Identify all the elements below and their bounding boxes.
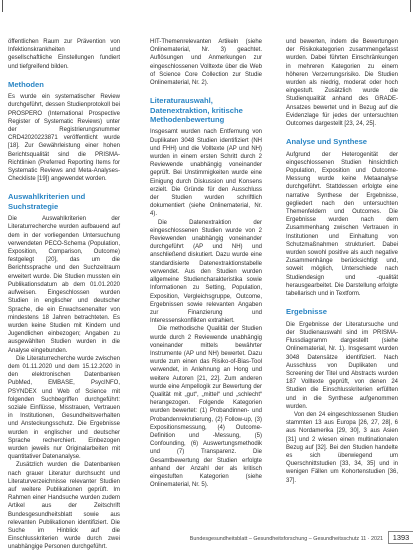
paragraph: öffentlichen Raum zur Prävention von Infektionskrankheiten und gesellschaftliche Einstellungen fundiert und tiefgreifend bilden. [8, 39, 120, 70]
paragraph: Die Auswahlkriterien der Literaturrecherche wurden aufbauend auf dem in der vorliegenden Untersuchung verwendeten PECO-Schema (Population, Exposition, Comparison, Outcome) festgelegt [20], das um die Berichtssprache und den Suchzeitraum erweitert wurde. Die Studien mussten ein Publikationsdatum ab dem 01.01.2020 aufweisen. Eingeschlossen wurden Studien in englischer und deutscher Sprache, die ein Erwachsenenalter von mindestens 18 Jahren betrachteten. Es wurden keine Studien mit Kindern und Jugendlichen einbezogen; Angaben zu ausgewählten Studien wurden in die Analyse eingebunden. [8, 216, 120, 354]
paragraph: Zusätzlich wurden die Datenbanken nach grauer Literatur durchsucht und Literaturverzeichnisse relevanter Studien auf weitere Publikationen geprüft. Im Rahmen einer Handsuche wurden zudem Artikel aus der Zeitschrift Bundesgesundheitsblatt sowie aus relevanten Publikationen identifiziert. Die Suche im Hinblick auf die Einschlusskriterien wurde durch zwei unabhängige Personen durchgeführt. [8, 462, 120, 551]
paragraph: HIT-Themenrelevanten Artikeln (siehe Onlinematerial, Nr. 3) geachtet. Auflösungen und Anmerkungen zur eingeschlossenen Volltexte über die Web of Science Core Collection zur Studie Onlinematerial, Nr. 2). [150, 39, 262, 87]
column-2 [150, 38, 262, 525]
crop-mark-right [410, 0, 411, 12]
page-footer [0, 525, 413, 550]
paragraph: Aufgrund der Heterogenität der eingeschlossenen Studien hinsichtlich Population, Exposition und Outcome-Messung wurde keine Metaanalyse durchgeführt. Stattdessen erfolgte eine narrative Synthese der Ergebnisse, gegliedert nach den untersuchten Themenfeldern und Outcomes. Die Ergebnisse wurden nach dem Zusammenhang zwischen Vertrauen in Institutionen und Einhaltung von Schutzmaßnahmen strukturiert. Dabei wurden sowohl positive als auch negative Zusammenhänge berücksichtigt und, soweit möglich, Unterschiede nach Studiendesign und -qualität herausgearbeitet. Die Darstellung erfolgte tabellarisch und in Textform. [286, 151, 398, 298]
paragraph: Von den 24 eingeschlossenen Studien stammten 13 aus Europa [26, 27, 28], 6 aus Nordamerika [29, 30], 3 aus Asien [31] und 2 wiesen einen multinationalen Bezug auf [32]. Bei den Studien handelte es sich überwiegend um Querschnittstudien [33, 34, 35] und in wenigen Fällen um Kohortenstudien [36, 37]. [286, 411, 398, 484]
page-number: 1393 [388, 531, 413, 544]
journal-citation: Bundesgesundheitsblatt – Gesundheitsforschung – Gesundheitsschutz 11 · 2021 [189, 536, 383, 542]
column-3 [286, 38, 398, 525]
section-heading-selection-criteria: Auswahlkriterien und Suchstrategie [8, 192, 86, 211]
section-heading-literature-selection: Literaturauswahl, Datenextraktion, kritische Methodenbewertung [150, 96, 243, 125]
section-heading-results: Ergebnisse [286, 307, 327, 317]
section-heading-analysis: Analyse und Synthese [286, 137, 368, 147]
paragraph: Die Datenextraktion der eingeschlossenen Studien wurde von 2 Reviewenden unabhängig voneinander durchgeführt (AP und NH) und anschließend diskutiert. Dazu wurde eine standardisierte Datenextraktionstabelle verwendet. Aus den Studien wurden allgemeine Studiencharakteristika sowie Informationen zu Setting, Population, Exposition, Vergleichsgruppe, Outcome, Ergebnissen sowie relevanten Angaben zur Finanzierung und Interessenskonflikten extrahiert. [150, 219, 262, 325]
paragraph: Die Literaturrecherche wurde zwischen dem 01.11.2020 und dem 15.12.2020 in den elektronischen Datenbanken PubMed, EMBASE, PsycINFO, PSYNDEX und Web of Science mit folgenden Suchbegriffen durchgeführt: soziale Einflüsse, Misstrauen, Vertrauen in Institutionen, Gesundheitsverhalten und Ansteckungsschutz. Die Ergebnisse wurden in englischer und deutscher Sprache recherchiert. Einbezogen wurden jeweils nur Originalarbeiten mit quantitativer Datenanalyse. [8, 355, 120, 461]
crop-mark-left [2, 0, 3, 12]
paragraph: Die methodische Qualität der Studien wurde durch 2 Reviewende unabhängig voneinander mittels bewährter Instrumente (AP und NH) bewertet. Dazu wurde zum einen das Risiko-of-Bias-Tool verwendet, in Anlehnung an Hong und weitere Autoren [21, 22]. Zum anderen wurde eine Ampellogik zur Bewertung der Qualität mit „gut“, „mittel“ und „schlecht“ herangezogen. Folgende Kategorien wurden bewertet: (1) Probandinnen- und Probandenrekrutierung, (2) Follow-up, (3) Expositionsmessung, (4) Outcome-Definition und -Messung, (5) Confounding, (6) Auswertungsmethodik und (7) Transparenz. Die Gesamtbewertung der Studien erfolgte anhand der Anzahl der als kritisch eingestuften Kategorien (siehe Onlinematerial, Nr. 5). [150, 326, 262, 489]
paragraph: und bewerten, indem die Bewertungen der Risikokategorien zusammengefasst wurden. Dabei führten Einschränkungen in mehreren Kategorien zu einem höheren Verzerrungsrisiko. Die Studien wurden als niedrig, moderat oder hoch eingestuft. Zusätzlich wurde die Studienqualität anhand des GRADE-Ansatzes bewertet und in Bezug auf die Evidenzlage für jedes der untersuchten Outcomes dargestellt [23, 24, 25]. [286, 39, 398, 128]
column-1 [8, 38, 120, 551]
paragraph: Es wurde ein systematischer Review durchgeführt, dessen Studienprotokoll bei PROSPERO (International Prospective Register of Systematic Reviews) unter der Registrierungsnummer CRD42020223871 veröffentlicht wurde [18]. Zur Gewährleistung einer hohen Berichtsqualität sind die PRISMA-Richtlinien (Preferred Reporting Items for Systematic Reviews and Meta-Analyses-Checkliste [19]) angewendet worden. [8, 94, 120, 183]
section-heading-methods: Methoden [8, 79, 44, 89]
paragraph: Insgesamt wurden nach Entfernung von Duplikaten 3048 Studien identifiziert (NH und FHH) und die Volltexte (AP und NH) wurden in einem ersten Schritt durch 2 Reviewende unabhängig voneinander geprüft. Bei Unstimmigkeiten wurde eine Einigung durch Diskussion und Konsens erzielt. Die Gründe für den Ausschluss der Studien wurden schriftlich dokumentiert (siehe Onlinematerial, Nr. 4). [150, 129, 262, 218]
paragraph: Die Ergebnisse der Literatursuche und der Studienauswahl sind im PRISMA-Flussdiagramm dargestellt (siehe Onlinematerial, Nr. 1). Insgesamt wurden 3048 Datensätze identifiziert. Nach Ausschluss von Duplikaten und Screening der Titel und Abstracts wurden 187 Volltexte geprüft, von denen 24 Studien die Einschlusskriterien erfüllten und in die Synthese aufgenommen wurden. [286, 321, 398, 410]
